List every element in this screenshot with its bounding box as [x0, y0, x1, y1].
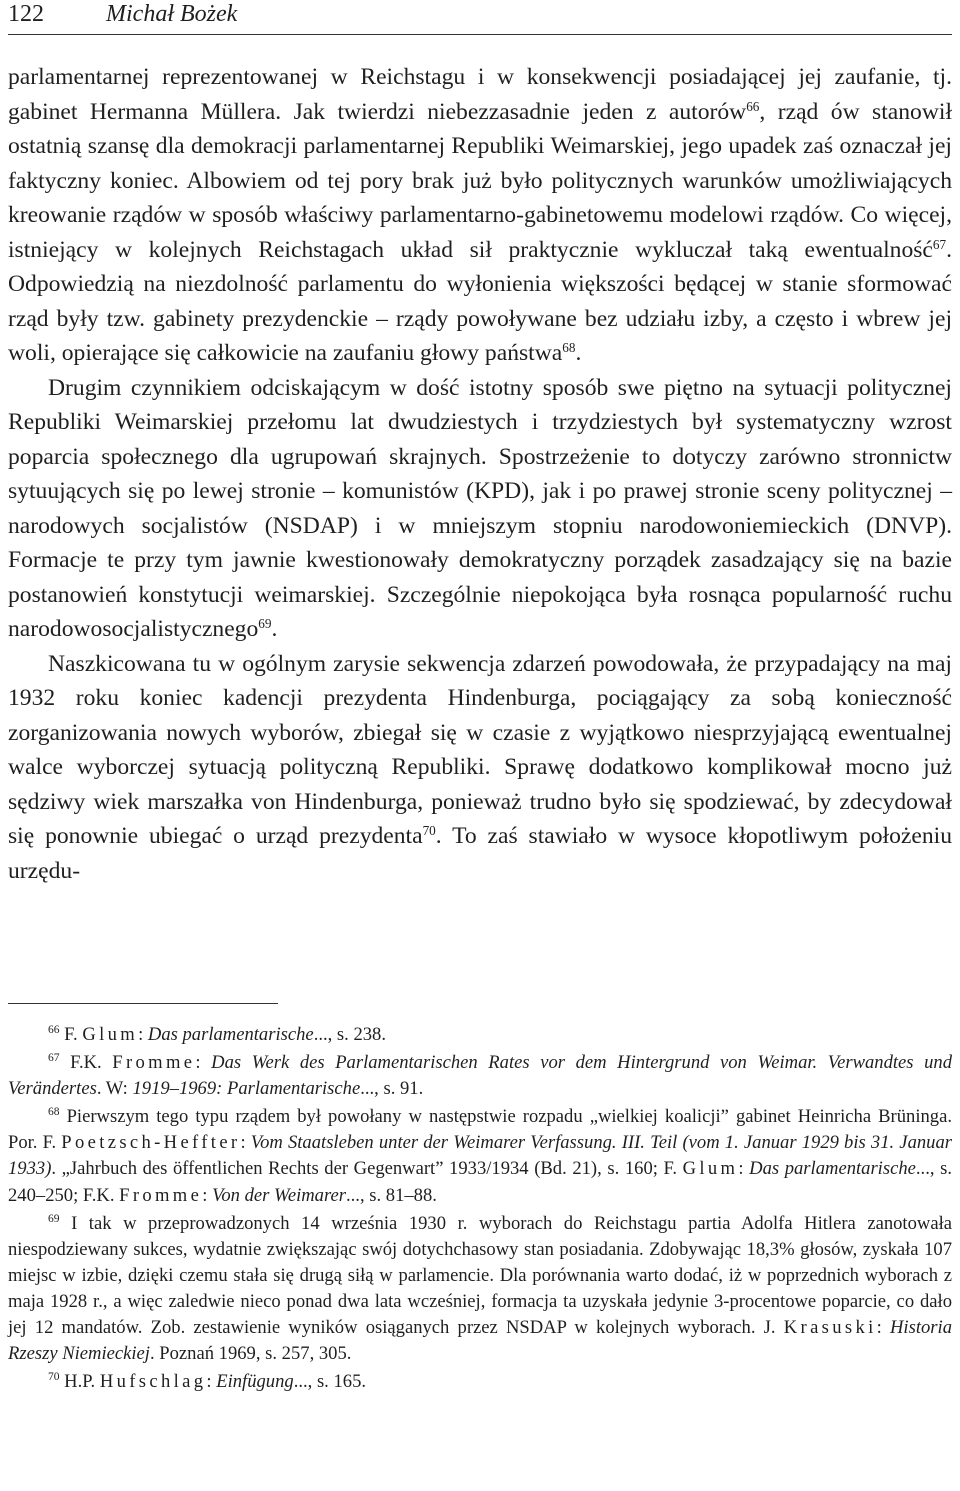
footnote-number: 66 [48, 1023, 60, 1036]
text-run: . To zaś stawiało w wysoce kłopotliwym położeniu urzędu- [8, 823, 952, 884]
text-run: . Odpowiedzią na niezdolność parlamentu do wyłonienia większości będącej w stanie sformować rząd były tzw. gabinety prezydenckie – rządy powoływane bez udziału izby, a często i wbrew jej woli, opierające się całkowicie na zaufaniu głowy państwa [8, 236, 952, 366]
text-run: . [575, 340, 582, 366]
text-run: ..., s. 240–250; F.K. [8, 1158, 952, 1206]
work-title: Historia Rzeszy Niemieckiej [8, 1317, 952, 1365]
footnote-67 [8, 1050, 952, 1102]
work-title: Vom Staatsleben unter der Weimarer Verfassung. III. Teil (vom 1. Januar 1929 bis 31. Januar 1933) [8, 1132, 952, 1180]
text-run: : [240, 1132, 251, 1154]
footnote-number: 70 [48, 1371, 60, 1384]
paragraph-2 [8, 371, 952, 647]
author-name: Fromme [119, 1184, 203, 1206]
footnote-number: 69 [48, 1212, 60, 1225]
text-run: ..., s. 81–88. [346, 1184, 437, 1206]
author-name: Hufschlag [99, 1371, 207, 1393]
footnote-68 [8, 1104, 952, 1208]
author-name: Fromme [112, 1052, 196, 1074]
footnotes [8, 1022, 952, 1397]
text-run: . „Jahrbuch des öffentlichen Rechts der Gegenwart” 1933/1934 (Bd. 21), s. 160; F. [51, 1158, 683, 1180]
text-run: I tak w przeprowadzonych 14 września 1930 r. wyborach do Reichstagu partia Adolfa Hitlera zanotowała niespodziewany sukces, wydatnie zwiększając swój dotychchasowy stan posiadania. Zdobywając 18,3% głosów, zyskała 107 miejsc w izbie, dzięki czemu stała się drugą siłą w parlamencie. Dla porównania warto dodać, iż w poprzednich wyborach z maja 1928 r., a więc zaledwie nieco ponad dwa lata wcześniej, formacja ta uzyskała jedynie 3-procentowe poparcie, co dało jej 12 mandatów. Zob. zestawienie wyników osiąganych przez NSDAP w kolejnych wyborach. J. [8, 1212, 952, 1339]
text-run: : [202, 1184, 213, 1206]
author-name: Poetzsch-Heffter [61, 1132, 241, 1154]
footnote-ref-66[interactable]: 66 [746, 98, 760, 114]
text-run: F. [59, 1024, 83, 1045]
work-title: Das Werk des Parlamentarischen Rates vor dem Hintergrund von Weimar. Verwandtes und Verändertes [8, 1052, 952, 1100]
work-title: Das parlamentarische [147, 1024, 314, 1045]
footnote-ref-69[interactable]: 69 [258, 615, 272, 631]
text-run: : [195, 1052, 212, 1074]
work-title: Einfügung [216, 1371, 294, 1393]
text-run: : [876, 1317, 890, 1339]
footnote-ref-68[interactable]: 68 [562, 339, 576, 355]
page-number: 122 [8, 1, 44, 27]
text-run: Drugim czynnikiem odciskającym w dość istotny sposób swe piętno na sytuacji politycznej Republiki Weimarskiej przełomu lat dwudziestych i trzydziestych był systematyczny wzrost poparcia społecznego dla ugrupowań skrajnych. Spostrzeżenie to dotyczy zarówno stronnictw sytuujących się po lewej stronie – komunistów (KPD), jak i po prawej stronie sceny politycznej – narodowych socjalistów (NSDAP) i w mniejszym stopniu narodowoniemieckich (DNVP). Formacje te przy tym jawnie kwestionowały demokratyczny porządek zasadzający się na bazie postanowień konstytucji weimarskiej. Szczególnie niepokojąca była rosnąca popularność ruchu narodowosocjalistycznego [8, 374, 952, 642]
running-header [8, 0, 952, 35]
text-run: : [206, 1371, 217, 1393]
footnote-number: 67 [48, 1051, 60, 1064]
text-run: H.P. [59, 1371, 100, 1393]
footnote-ref-70[interactable]: 70 [422, 822, 436, 838]
footnote-ref-67[interactable]: 67 [932, 236, 947, 252]
main-text [8, 60, 952, 888]
text-run: Naszkicowana tu w ogólnym zarysie sekwencja zdarzeń powodowała, że przypadający na maj 1932 roku koniec kadencji prezydenta Hindenburga, pociągający za sobą konieczność zorganizowania nowych wyborów, zbiegał się w czasie z wyjątkowo niesprzyjającą ewentualnej walce wyborczej sytuacją polityczną Republiki. Sprawę dodatkowo komplikował mocno już sędziwy wiek marszałka von Hindenburga, ponieważ trudno było się spodziewać, by zdecydował się ponownie ubiegać o urząd prezydenta [8, 650, 952, 849]
text-run: , rząd ów stanowił ostatnią szansę dla demokracji parlamentarnej Republiki Weimarskiej, jego upadek zaś oznaczał jej faktyczny koniec. Albowiem od tej pory brak już było politycznych warunków umożliwiających kreowanie rządów w sposób właściwy parlamentarno-gabinetowemu modelowi rządów. Co więcej, istniejący w kolejnych Reichstagach układ sił praktycznie wykluczał taką ewentualność [8, 98, 952, 263]
footnote-66 [8, 1022, 952, 1048]
author-name: Krasuski [783, 1317, 877, 1339]
text-run: Pierwszym tego typu rządem był powołany w następstwie rozpadu „wielkiej koalicji” gabinet Heinricha Brüninga. Por. F. [8, 1106, 952, 1154]
work-title: Von der Weimarer [212, 1184, 346, 1206]
text-run: ..., s. 165. [293, 1371, 367, 1393]
footnote-number: 68 [48, 1106, 60, 1119]
text-run: . [271, 616, 278, 642]
footnote-69 [8, 1211, 952, 1368]
text-run: parlamentarnej reprezentowanej w Reichstagu i w konsekwencji posiadającej jej zaufanie, tj. gabinet Hermanna Müllera. Jak twierdzi niebezzasadnie jeden z autorów [8, 64, 952, 125]
footnote-70 [8, 1369, 952, 1395]
footnote-divider [8, 1003, 278, 1004]
text-run: F.K. [59, 1052, 113, 1074]
text-run: . Poznań 1969, s. 257, 305. [149, 1343, 352, 1365]
text-run: ..., s. 238. [313, 1024, 387, 1045]
author-name: Glum [82, 1024, 139, 1045]
text-run: : [738, 1158, 750, 1180]
work-title: 1919–1969: Parlamentarische [132, 1078, 361, 1100]
author-name: Glum [682, 1158, 739, 1180]
running-head-author: Michał Bożek [106, 1, 238, 27]
text-run: : [138, 1024, 148, 1045]
paragraph-1 [8, 60, 952, 371]
work-title: Das parlamentarische [749, 1158, 916, 1180]
text-run: ..., s. 91. [360, 1078, 424, 1100]
text-run: . W: [96, 1078, 133, 1100]
paragraph-3 [8, 647, 952, 889]
